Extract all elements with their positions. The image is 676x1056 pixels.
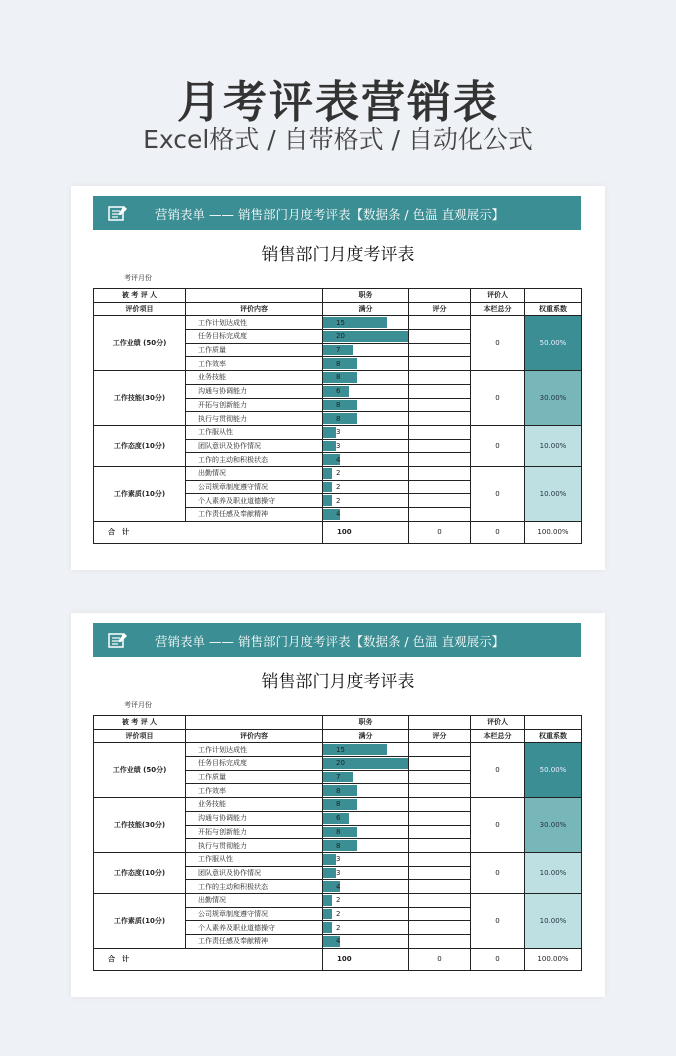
score-input[interactable] bbox=[409, 384, 471, 398]
evaluator-value[interactable] bbox=[525, 716, 582, 730]
banner bbox=[93, 196, 581, 230]
score-input[interactable] bbox=[409, 494, 471, 508]
score-input[interactable] bbox=[409, 811, 471, 825]
max-score: 3 bbox=[336, 868, 341, 877]
month-label: 考评月份 bbox=[124, 701, 152, 709]
max-score-cell bbox=[323, 798, 409, 812]
max-score: 2 bbox=[336, 909, 341, 918]
score-input[interactable] bbox=[409, 398, 471, 412]
max-score: 2 bbox=[336, 496, 341, 505]
group-weight: 10.00% bbox=[525, 466, 582, 521]
evaluatee-label: 被 考 评 人 bbox=[94, 289, 186, 303]
item-label: 工作效率 bbox=[186, 784, 323, 798]
score-input[interactable] bbox=[409, 784, 471, 798]
position-label: 职务 bbox=[323, 716, 409, 730]
main-title: 月考评表营销表 bbox=[177, 77, 499, 128]
header-row-1 bbox=[94, 716, 582, 730]
position-label: 职务 bbox=[323, 289, 409, 303]
total-label: 合 计 bbox=[94, 948, 323, 970]
header-row-1 bbox=[94, 289, 582, 303]
group-weight: 10.00% bbox=[525, 852, 582, 893]
max-score: 7 bbox=[336, 773, 341, 782]
max-score: 2 bbox=[336, 469, 341, 478]
evaluator-label: 评价人 bbox=[471, 716, 525, 730]
col-score: 评分 bbox=[409, 302, 471, 316]
item-label: 执行与贯彻能力 bbox=[186, 412, 323, 426]
group-name: 工作素质(10分) bbox=[94, 893, 186, 948]
position-value[interactable] bbox=[409, 289, 471, 303]
item-label: 工作计划达成性 bbox=[186, 316, 323, 330]
group-subtotal: 0 bbox=[471, 371, 525, 426]
max-score-cell bbox=[323, 852, 409, 866]
score-input[interactable] bbox=[409, 480, 471, 494]
col-score: 评分 bbox=[409, 729, 471, 743]
group-subtotal: 0 bbox=[471, 316, 525, 371]
group-subtotal: 0 bbox=[471, 743, 525, 798]
max-score-cell bbox=[323, 907, 409, 921]
score-input[interactable] bbox=[409, 343, 471, 357]
table-row bbox=[94, 893, 582, 907]
score-input[interactable] bbox=[409, 453, 471, 467]
group-weight: 50.00% bbox=[525, 316, 582, 371]
max-score-cell bbox=[323, 784, 409, 798]
col-content: 评价内容 bbox=[186, 729, 323, 743]
score-input[interactable] bbox=[409, 466, 471, 480]
item-label: 业务技能 bbox=[186, 371, 323, 385]
score-input[interactable] bbox=[409, 852, 471, 866]
max-score-cell bbox=[323, 330, 409, 344]
table-row bbox=[94, 743, 582, 757]
score-input[interactable] bbox=[409, 921, 471, 935]
score-input[interactable] bbox=[409, 825, 471, 839]
item-label: 工作责任感及奉献精神 bbox=[186, 935, 323, 949]
item-label: 出勤情况 bbox=[186, 893, 323, 907]
document-icon bbox=[107, 204, 129, 222]
total-score: 0 bbox=[409, 948, 471, 970]
total-full: 100 bbox=[323, 521, 409, 543]
max-score: 3 bbox=[336, 428, 341, 437]
score-input[interactable] bbox=[409, 798, 471, 812]
max-score-cell bbox=[323, 384, 409, 398]
sheet-title: 销售部门月度考评表 bbox=[261, 672, 415, 692]
score-input[interactable] bbox=[409, 866, 471, 880]
score-input[interactable] bbox=[409, 770, 471, 784]
max-score-cell bbox=[323, 316, 409, 330]
banner bbox=[93, 623, 581, 657]
col-content: 评价内容 bbox=[186, 302, 323, 316]
max-score: 8 bbox=[336, 400, 341, 409]
item-label: 公司规章制度遵守情况 bbox=[186, 480, 323, 494]
max-score: 4 bbox=[336, 455, 341, 464]
banner-text: 营销表单 —— 销售部门月度考评表【数据条 / 色温 直观展示】 bbox=[155, 634, 505, 649]
max-score: 7 bbox=[336, 346, 341, 355]
max-score: 8 bbox=[336, 786, 341, 795]
group-weight: 30.00% bbox=[525, 798, 582, 853]
item-label: 出勤情况 bbox=[186, 466, 323, 480]
table-row bbox=[94, 466, 582, 480]
item-label: 开拓与创新能力 bbox=[186, 825, 323, 839]
max-score-cell bbox=[323, 508, 409, 522]
evaluatee-value[interactable] bbox=[186, 289, 323, 303]
max-score: 6 bbox=[336, 814, 341, 823]
item-label: 工作责任感及奉献精神 bbox=[186, 508, 323, 522]
item-label: 业务技能 bbox=[186, 798, 323, 812]
max-score-cell bbox=[323, 935, 409, 949]
sheet-title: 销售部门月度考评表 bbox=[261, 245, 415, 265]
group-subtotal: 0 bbox=[471, 425, 525, 466]
max-score: 4 bbox=[336, 937, 341, 946]
evaluation-table bbox=[93, 288, 582, 544]
total-row bbox=[94, 521, 582, 543]
max-score: 8 bbox=[336, 827, 341, 836]
item-label: 开拓与创新能力 bbox=[186, 398, 323, 412]
group-subtotal: 0 bbox=[471, 798, 525, 853]
max-score-cell bbox=[323, 494, 409, 508]
max-score-cell bbox=[323, 453, 409, 467]
score-input[interactable] bbox=[409, 757, 471, 771]
score-input[interactable] bbox=[409, 439, 471, 453]
col-full: 满分 bbox=[323, 302, 409, 316]
item-label: 执行与贯彻能力 bbox=[186, 839, 323, 853]
score-input[interactable] bbox=[409, 839, 471, 853]
item-label: 沟通与协调能力 bbox=[186, 811, 323, 825]
score-input[interactable] bbox=[409, 907, 471, 921]
group-name: 工作态度(10分) bbox=[94, 852, 186, 893]
item-label: 任务目标完成度 bbox=[186, 330, 323, 344]
max-score: 4 bbox=[336, 510, 341, 519]
max-score-cell bbox=[323, 439, 409, 453]
score-input[interactable] bbox=[409, 371, 471, 385]
max-score-cell bbox=[323, 425, 409, 439]
item-label: 工作服从性 bbox=[186, 852, 323, 866]
total-full: 100 bbox=[323, 948, 409, 970]
header-row-2 bbox=[94, 302, 582, 316]
max-score-cell bbox=[323, 811, 409, 825]
max-score-cell bbox=[323, 839, 409, 853]
evaluatee-value[interactable] bbox=[186, 716, 323, 730]
group-name: 工作业绩 (50分) bbox=[94, 316, 186, 371]
group-subtotal: 0 bbox=[471, 466, 525, 521]
group-subtotal: 0 bbox=[471, 852, 525, 893]
total-score: 0 bbox=[409, 521, 471, 543]
table-row bbox=[94, 852, 582, 866]
col-subtotal: 本栏总分 bbox=[471, 302, 525, 316]
max-score: 8 bbox=[336, 414, 341, 423]
table-row bbox=[94, 425, 582, 439]
item-label: 个人素养及职业道德操守 bbox=[186, 921, 323, 935]
max-score-cell bbox=[323, 480, 409, 494]
max-score: 8 bbox=[336, 841, 341, 850]
score-input[interactable] bbox=[409, 316, 471, 330]
sub-title: Excel格式 / 自带格式 / 自动化公式 bbox=[143, 125, 533, 154]
max-score: 8 bbox=[336, 800, 341, 809]
evaluatee-label: 被 考 评 人 bbox=[94, 716, 186, 730]
group-weight: 50.00% bbox=[525, 743, 582, 798]
max-score-cell bbox=[323, 743, 409, 757]
max-score: 20 bbox=[336, 759, 345, 768]
max-score-cell bbox=[323, 466, 409, 480]
item-label: 工作效率 bbox=[186, 357, 323, 371]
score-input[interactable] bbox=[409, 893, 471, 907]
total-label: 合 计 bbox=[94, 521, 323, 543]
item-label: 个人素养及职业道德操守 bbox=[186, 494, 323, 508]
max-score: 8 bbox=[336, 359, 341, 368]
item-label: 工作的主动和积极状态 bbox=[186, 453, 323, 467]
item-label: 工作质量 bbox=[186, 343, 323, 357]
score-input[interactable] bbox=[409, 330, 471, 344]
item-label: 公司规章制度遵守情况 bbox=[186, 907, 323, 921]
evaluation-table bbox=[93, 715, 582, 971]
max-score: 2 bbox=[336, 923, 341, 932]
col-weight: 权重系数 bbox=[525, 302, 582, 316]
item-label: 团队意识及协作情况 bbox=[186, 439, 323, 453]
max-score: 3 bbox=[336, 441, 341, 450]
max-score-cell bbox=[323, 893, 409, 907]
header-row-2 bbox=[94, 729, 582, 743]
max-score-cell bbox=[323, 866, 409, 880]
score-input[interactable] bbox=[409, 412, 471, 426]
group-name: 工作业绩 (50分) bbox=[94, 743, 186, 798]
table-row bbox=[94, 798, 582, 812]
max-score-cell bbox=[323, 357, 409, 371]
score-input[interactable] bbox=[409, 743, 471, 757]
max-score: 20 bbox=[336, 332, 345, 341]
item-label: 工作质量 bbox=[186, 770, 323, 784]
item-label: 工作计划达成性 bbox=[186, 743, 323, 757]
group-weight: 10.00% bbox=[525, 893, 582, 948]
evaluator-value[interactable] bbox=[525, 289, 582, 303]
position-value[interactable] bbox=[409, 716, 471, 730]
max-score-cell bbox=[323, 343, 409, 357]
group-name: 工作技能(30分) bbox=[94, 371, 186, 426]
document-icon bbox=[107, 631, 129, 649]
max-score: 4 bbox=[336, 882, 341, 891]
max-score-cell bbox=[323, 412, 409, 426]
group-subtotal: 0 bbox=[471, 893, 525, 948]
total-weight: 100.00% bbox=[525, 948, 582, 970]
month-label: 考评月份 bbox=[124, 274, 152, 282]
total-subtotal: 0 bbox=[471, 948, 525, 970]
preview-card-2 bbox=[71, 613, 605, 997]
item-label: 任务目标完成度 bbox=[186, 757, 323, 771]
item-label: 工作的主动和积极状态 bbox=[186, 880, 323, 894]
group-weight: 10.00% bbox=[525, 425, 582, 466]
preview-card-1 bbox=[71, 186, 605, 570]
total-weight: 100.00% bbox=[525, 521, 582, 543]
max-score: 2 bbox=[336, 896, 341, 905]
col-subtotal: 本栏总分 bbox=[471, 729, 525, 743]
max-score-cell bbox=[323, 825, 409, 839]
score-input[interactable] bbox=[409, 508, 471, 522]
max-score-cell bbox=[323, 770, 409, 784]
score-input[interactable] bbox=[409, 880, 471, 894]
col-weight: 权重系数 bbox=[525, 729, 582, 743]
group-name: 工作素质(10分) bbox=[94, 466, 186, 521]
max-score: 2 bbox=[336, 482, 341, 491]
score-input[interactable] bbox=[409, 425, 471, 439]
max-score: 15 bbox=[336, 745, 345, 754]
item-label: 工作服从性 bbox=[186, 425, 323, 439]
max-score-cell bbox=[323, 921, 409, 935]
max-score-cell bbox=[323, 398, 409, 412]
col-full: 满分 bbox=[323, 729, 409, 743]
score-input[interactable] bbox=[409, 357, 471, 371]
max-score: 15 bbox=[336, 318, 345, 327]
table-row bbox=[94, 316, 582, 330]
total-subtotal: 0 bbox=[471, 521, 525, 543]
item-label: 沟通与协调能力 bbox=[186, 384, 323, 398]
max-score-cell bbox=[323, 371, 409, 385]
max-score-cell bbox=[323, 757, 409, 771]
max-score: 6 bbox=[336, 387, 341, 396]
total-row bbox=[94, 948, 582, 970]
item-label: 团队意识及协作情况 bbox=[186, 866, 323, 880]
group-name: 工作态度(10分) bbox=[94, 425, 186, 466]
table-row bbox=[94, 371, 582, 385]
col-project: 评价项目 bbox=[94, 302, 186, 316]
max-score: 3 bbox=[336, 855, 341, 864]
score-input[interactable] bbox=[409, 935, 471, 949]
group-name: 工作技能(30分) bbox=[94, 798, 186, 853]
max-score: 8 bbox=[336, 373, 341, 382]
banner-text: 营销表单 —— 销售部门月度考评表【数据条 / 色温 直观展示】 bbox=[155, 207, 505, 222]
max-score-cell bbox=[323, 880, 409, 894]
evaluator-label: 评价人 bbox=[471, 289, 525, 303]
group-weight: 30.00% bbox=[525, 371, 582, 426]
col-project: 评价项目 bbox=[94, 729, 186, 743]
